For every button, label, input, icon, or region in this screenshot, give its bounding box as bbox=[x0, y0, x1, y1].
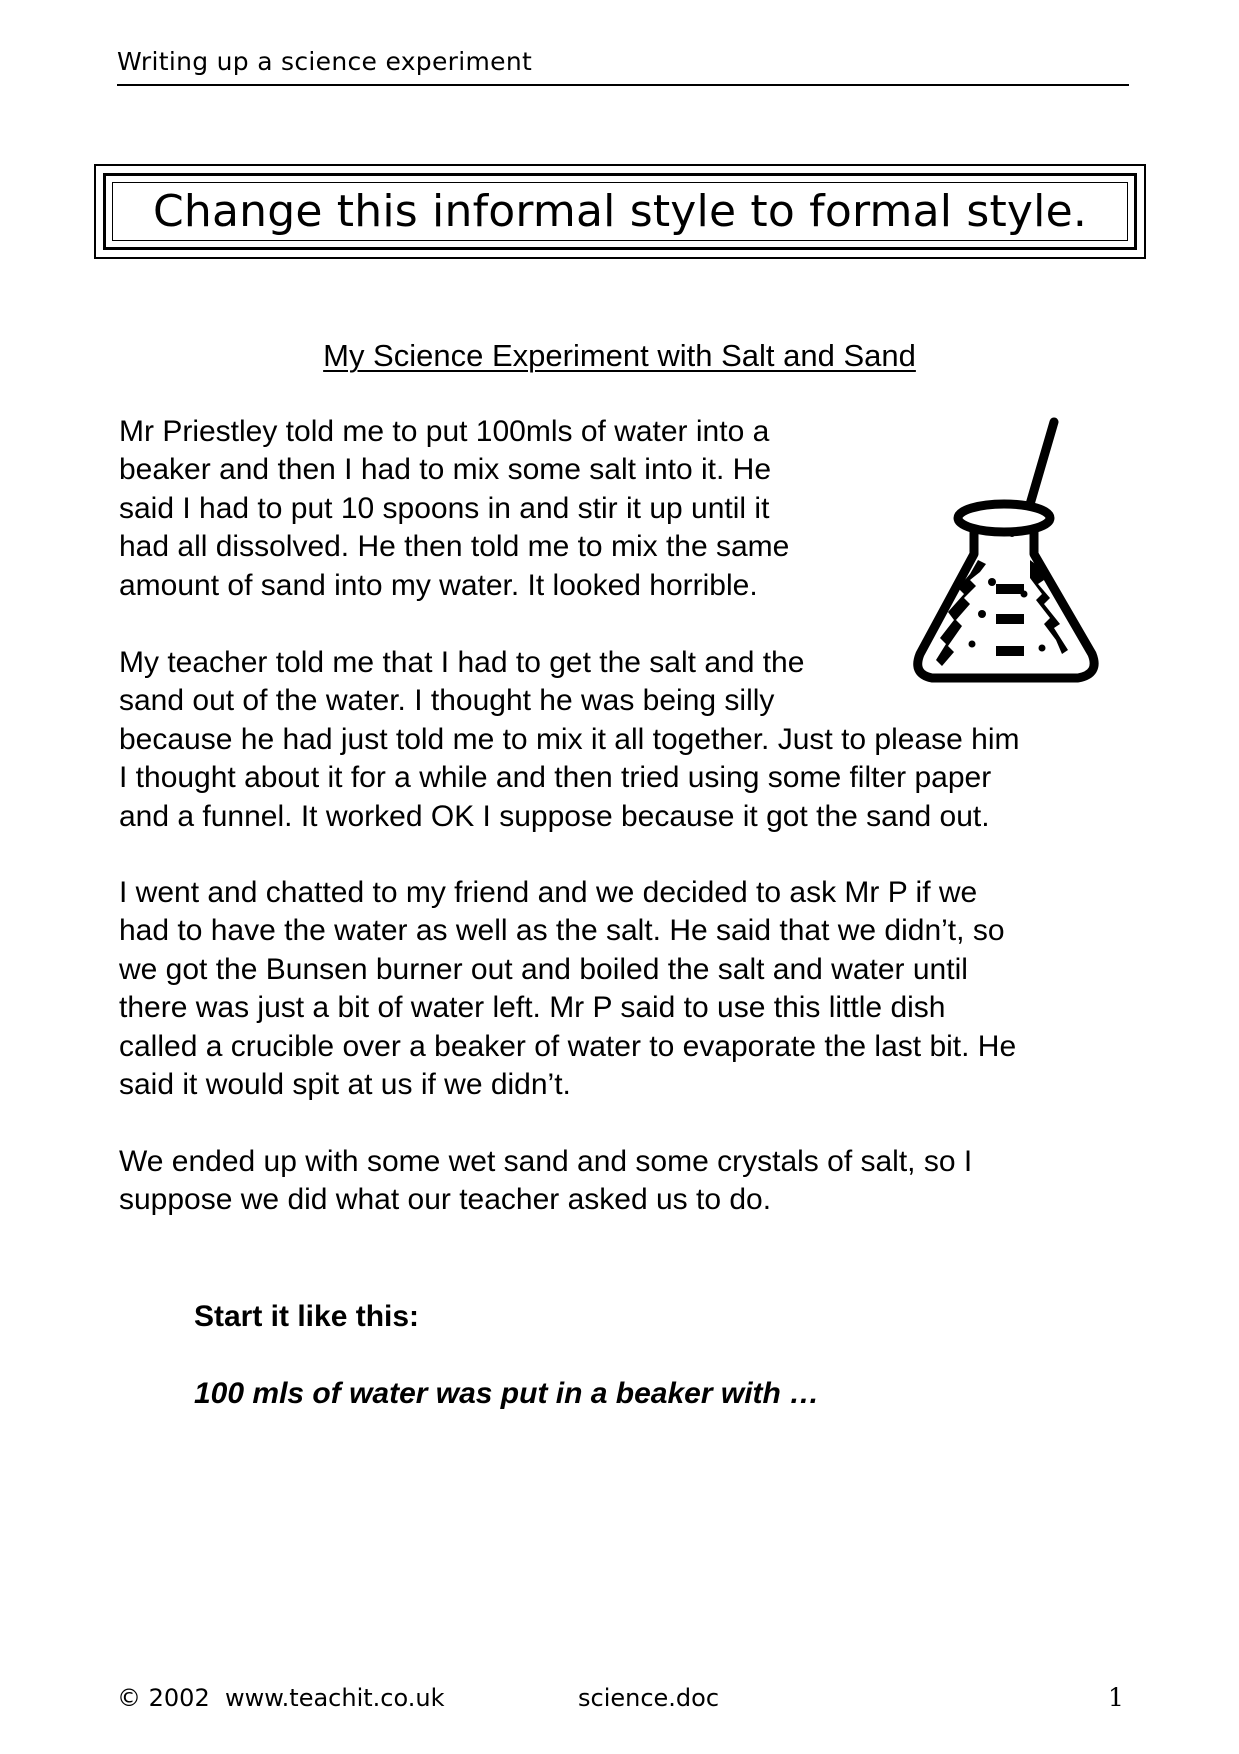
footer-filename: science.doc bbox=[578, 1684, 720, 1712]
paragraph-line: We ended up with some wet sand and some crystals of salt, so I bbox=[119, 1145, 973, 1178]
footer-copyright: © 2002 www.teachit.co.uk bbox=[117, 1684, 445, 1712]
page-number: 1 bbox=[1108, 1683, 1124, 1712]
paragraph-line: because he had just told me to mix it all together. Just to please him bbox=[119, 722, 1020, 756]
prompt-label: Start it like this: bbox=[194, 1300, 420, 1333]
paragraph-line: beaker and then I had to mix some salt into it. He bbox=[119, 453, 772, 487]
paragraph-line: there was just a bit of water left. Mr P said to use this little dish bbox=[119, 991, 946, 1025]
paragraph-1 bbox=[119, 413, 789, 605]
paragraph-line: and a funnel. It worked OK I suppose because it got the sand out. bbox=[119, 799, 990, 833]
conical-flask-icon bbox=[912, 414, 1102, 712]
paragraph-line: I thought about it for a while and then tried using some filter paper bbox=[119, 761, 992, 795]
prompt-opening-sentence: 100 mls of water was put in a beaker with … bbox=[194, 1377, 820, 1410]
article-title-text: My Science Experiment with Salt and Sand bbox=[323, 338, 916, 373]
paragraph-line: we got the Bunsen burner out and boiled the salt and water until bbox=[119, 952, 968, 986]
instruction-box-border bbox=[103, 173, 1137, 250]
article-title bbox=[0, 336, 1239, 376]
paragraph-line: had to have the water as well as the salt. He said that we didn’t, so bbox=[119, 914, 1005, 948]
paragraph-4 bbox=[119, 1143, 972, 1220]
running-header: Writing up a science experiment bbox=[117, 46, 1129, 86]
instruction-box bbox=[94, 164, 1146, 259]
instruction-text: Change this informal style to formal style. bbox=[112, 182, 1128, 241]
paragraph-line: I went and chatted to my friend and we decided to ask Mr P if we bbox=[119, 876, 978, 909]
paragraph-line: suppose we did what our teacher asked us to do. bbox=[119, 1183, 772, 1217]
paragraph-2 bbox=[119, 644, 1020, 836]
paragraph-3 bbox=[119, 874, 1016, 1104]
paragraph-line: amount of sand into my water. It looked horrible. bbox=[119, 568, 758, 602]
paragraph-line: called a crucible over a beaker of water to evaporate the last bit. He bbox=[119, 1029, 1017, 1063]
paragraph-line: sand out of the water. I thought he was being silly bbox=[119, 684, 775, 718]
paragraph-line: said it would spit at us if we didn’t. bbox=[119, 1068, 571, 1102]
paragraph-line: said I had to put 10 spoons in and stir it up until it bbox=[119, 491, 770, 525]
paragraph-line: had all dissolved. He then told me to mix the same bbox=[119, 530, 790, 564]
paragraph-line: Mr Priestley told me to put 100mls of water into a bbox=[119, 415, 770, 448]
paragraph-line: My teacher told me that I had to get the salt and the bbox=[119, 646, 805, 679]
